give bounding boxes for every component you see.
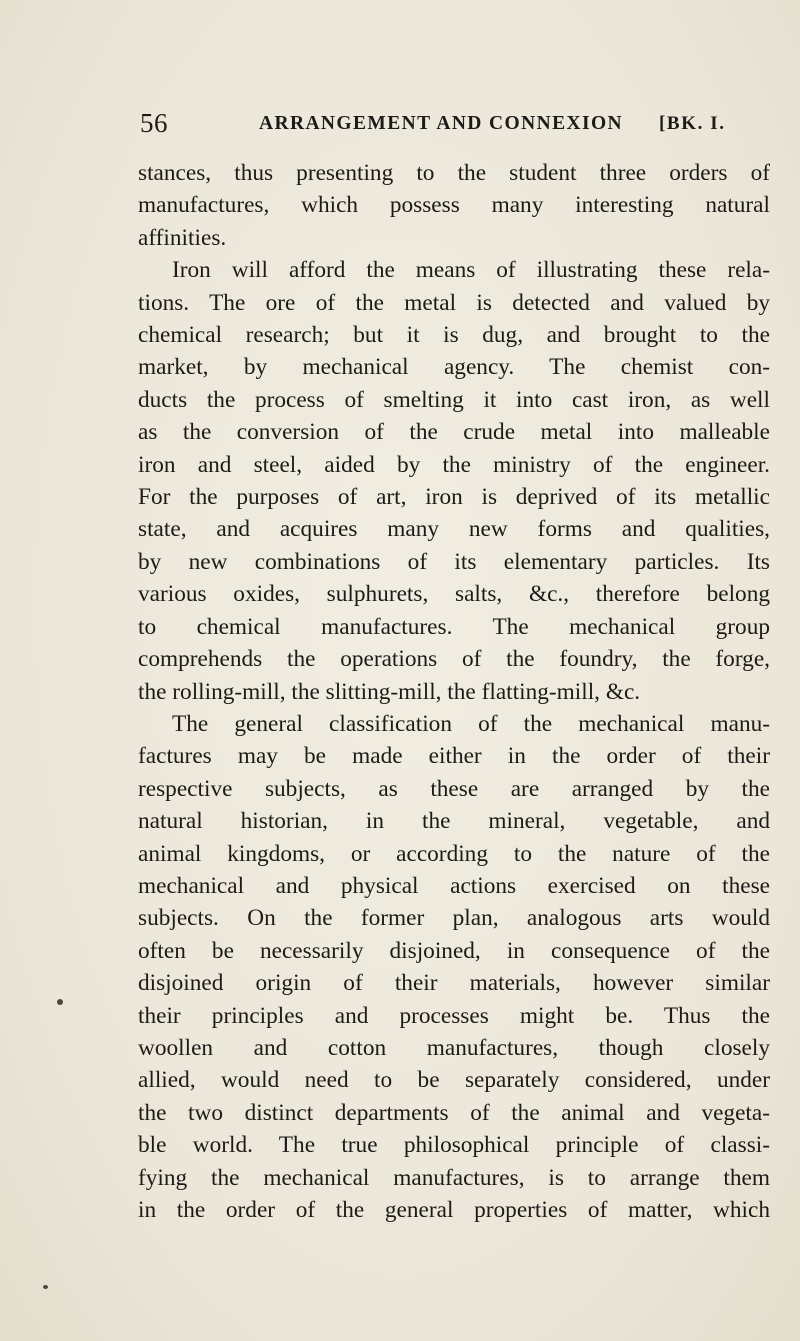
text-line: animal kingdoms, or according to the nature of the [138, 840, 770, 867]
text-line: chemical research; but it is dug, and brought to the [138, 322, 770, 349]
text-line: iron and steel, aided by the ministry of the engineer. [138, 451, 770, 478]
text-line: ble world. The true philosophical principle of classi- [138, 1132, 770, 1159]
body-text [138, 157, 770, 1226]
text-line: factures may be made either in the order of their [138, 743, 770, 770]
text-line: affinities. [138, 224, 227, 251]
text-line: stances, thus presenting to the student three orders of [138, 160, 770, 186]
text-line: often be necessarily disjoined, in consequence of the [138, 937, 770, 964]
text-line: the rolling-mill, the slitting-mill, the flatting-mill, &c. [138, 678, 641, 705]
text-line: respective subjects, as these are arranged by the [138, 775, 770, 802]
text-line: various oxides, sulphurets, salts, &c., therefore belong [138, 581, 770, 608]
text-line: the two distinct departments of the animal and vegeta- [138, 1099, 770, 1126]
text-line: tions. The ore of the metal is detected and valued by [138, 289, 770, 316]
text-line: ducts the process of smelting it into cast iron, as well [138, 386, 770, 413]
text-line: Iron will afford the means of illustrating these rela- [172, 257, 770, 284]
text-line: state, and acquires many new forms and qualities, [138, 516, 770, 543]
text-line: The general classification of the mechanical manu- [172, 710, 770, 737]
text-line: disjoined origin of their materials, however similar [138, 970, 770, 997]
page-header [140, 108, 770, 144]
running-title: ARRANGEMENT AND CONNEXION [259, 113, 623, 134]
text-line: their principles and processes might be. Thus the [138, 1002, 770, 1029]
page-number: 56 [140, 108, 168, 138]
text-line: allied, would need to be separately considered, under [138, 1067, 770, 1094]
text-line: in the order of the general properties of matter, which [138, 1197, 770, 1223]
text-line: subjects. On the former plan, analogous arts would [138, 905, 770, 932]
text-line: natural historian, in the mineral, vegetable, and [138, 808, 770, 835]
text-line: to chemical manufactures. The mechanical group [138, 613, 770, 640]
text-line: For the purposes of art, iron is deprived of its metallic [138, 484, 770, 511]
text-line: manufactures, which possess many interesting natural [138, 192, 770, 219]
text-line: mechanical and physical actions exercised on these [138, 872, 770, 899]
text-line: woollen and cotton manufactures, though closely [138, 1034, 770, 1061]
section-mark: [BK. I. [659, 113, 726, 134]
text-line: market, by mechanical agency. The chemist con- [138, 354, 770, 381]
text-line: as the conversion of the crude metal into malleable [138, 419, 770, 446]
text-line: fying the mechanical manufactures, is to arrange them [138, 1164, 770, 1191]
ink-speck [43, 1285, 48, 1289]
text-line: comprehends the operations of the foundry, the forge, [138, 646, 770, 673]
ink-speck [57, 999, 63, 1005]
text-line: by new combinations of its elementary particles. Its [138, 548, 770, 575]
